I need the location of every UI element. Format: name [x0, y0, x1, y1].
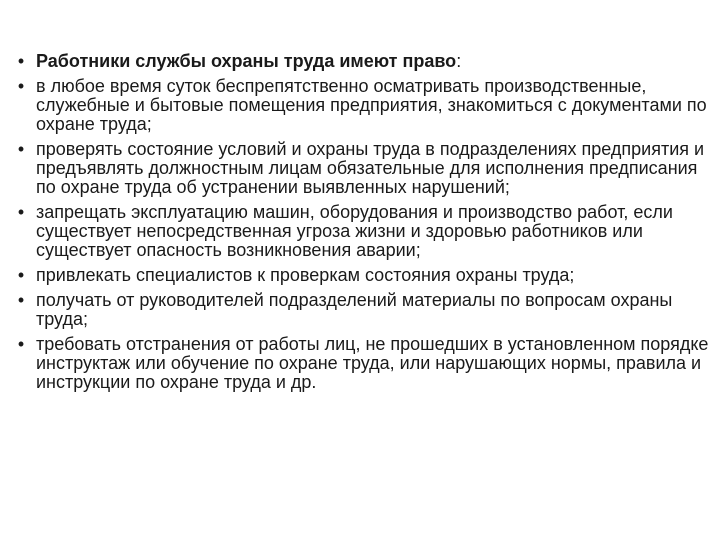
- bullet-icon: •: [17, 334, 25, 354]
- list-heading-item: [14, 52, 714, 71]
- list-item: [14, 203, 714, 260]
- bullet-icon: •: [17, 265, 25, 285]
- list-heading: Работники службы охраны труда имеют право: [36, 51, 457, 71]
- list-item-text: запрещать эксплуатацию машин, оборудования и производство работ, если существует непосредственная угроза жизни и здоровью работников или существует опасность возникновения аварии;: [36, 202, 673, 260]
- list-item-text: в любое время суток беспрепятственно осматривать производственные, служебные и бытовые помещения предприятия, знакомиться с документами по охране труда;: [36, 76, 707, 134]
- list-item-text: требовать отстранения от работы лиц, не прошедших в установленном порядке инструктаж или обучение по охране труда, или нарушающих нормы, правила и инструкции по охране труда и др.: [36, 334, 709, 392]
- list-item-text: получать от руководителей подразделений материалы по вопросам охраны труда;: [36, 290, 673, 329]
- list-item: [14, 140, 714, 197]
- list-item: [14, 77, 714, 134]
- list-item-text: проверять состояние условий и охраны труда в подразделениях предприятия и предъявлять должностным лицам обязательные для исполнения предписания по охране труда об устранении выявленных нарушений;: [36, 139, 705, 197]
- bullet-icon: •: [17, 202, 25, 222]
- list-item: [14, 335, 714, 392]
- list-item: [14, 266, 714, 285]
- list-item-text: привлекать специалистов к проверкам состояния охраны труда;: [36, 265, 575, 285]
- list-item: [14, 291, 714, 329]
- list-heading-colon: :: [456, 51, 462, 71]
- bullet-icon: •: [17, 290, 25, 310]
- bullet-icon: •: [17, 76, 25, 96]
- rights-list: [14, 52, 714, 398]
- bullet-icon: •: [17, 139, 25, 159]
- bullet-icon: •: [17, 51, 25, 71]
